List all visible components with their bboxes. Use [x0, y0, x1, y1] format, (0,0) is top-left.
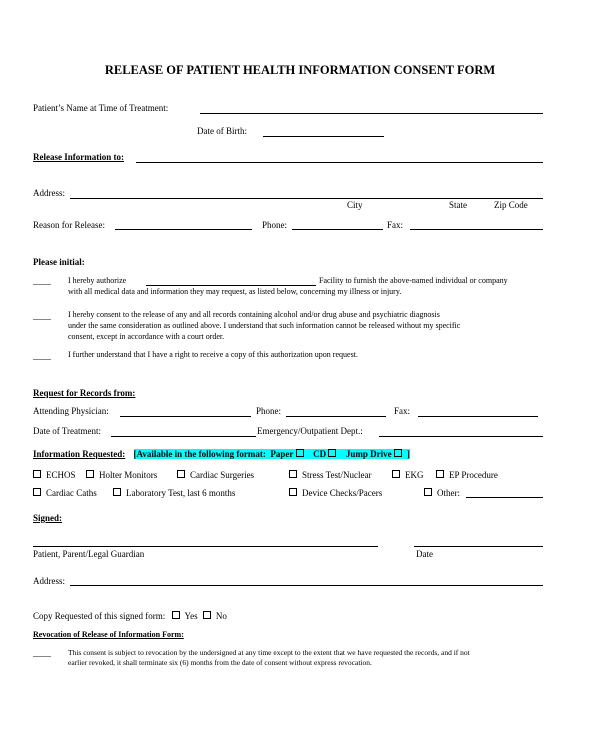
initial-heading: Please initial:: [33, 257, 85, 267]
treatment-date-label: Date of Treatment:: [33, 426, 101, 436]
facility-field[interactable]: [146, 285, 316, 286]
revocation-blank[interactable]: ____: [33, 648, 51, 658]
release-fax-field[interactable]: [410, 229, 543, 230]
info-row: [33, 449, 410, 459]
request-fax-label: Fax:: [394, 406, 411, 416]
checkbox-box[interactable]: [33, 488, 41, 496]
request-phone-field[interactable]: [286, 416, 386, 417]
checkbox-box[interactable]: [436, 470, 444, 478]
initial-blank-3[interactable]: ____: [33, 351, 51, 361]
signature-field[interactable]: [33, 546, 378, 547]
signed-address-field[interactable]: [70, 585, 543, 586]
checkbox-label: ECHOS: [46, 470, 76, 480]
checkbox-label: Stress Test/Nuclear: [302, 470, 372, 480]
copy-yes-label: Yes: [184, 611, 198, 621]
revocation-heading: Revocation of Release of Information Form:: [33, 630, 184, 639]
checkbox-stress-test[interactable]: [289, 470, 371, 480]
checkbox-echos[interactable]: [33, 470, 76, 480]
checkbox-label: Other:: [437, 488, 460, 498]
authorize-text: I hereby authorize: [68, 276, 127, 285]
checkbox-lab-test[interactable]: [113, 488, 235, 498]
emergency-field[interactable]: [379, 436, 543, 437]
checkbox-box[interactable]: [86, 470, 94, 478]
fax-label: Fax:: [387, 220, 404, 230]
checkbox-label: Device Checks/Pacers: [302, 488, 383, 498]
copy-row: [33, 611, 227, 621]
state-label: State: [449, 200, 467, 210]
checkbox-label: Cardiac Surgeries: [190, 470, 255, 480]
address-label: Address:: [33, 188, 65, 198]
release-heading: Release Information to:: [33, 152, 124, 162]
format-cd-label[interactable]: CD: [313, 449, 327, 459]
authorize-text-b: Facility to furnish the above-named individual or company: [319, 276, 508, 285]
signed-address-label: Address:: [33, 576, 65, 586]
format-jump-checkbox[interactable]: [394, 449, 402, 457]
emergency-label: Emergency/Outpatient Dept.:: [257, 426, 363, 436]
format-cd-checkbox[interactable]: [328, 449, 336, 457]
treatment-date-field[interactable]: [111, 436, 256, 437]
phone-label: Phone:: [262, 220, 288, 230]
authorize-text-c: with all medical data and information they may request, as listed below, concerning my illness or injury.: [68, 287, 402, 296]
info-heading: Information Requested:: [33, 449, 126, 459]
format-close-bracket: ]: [406, 449, 410, 459]
consent-line-3: consent, except in accordance with a court order.: [68, 332, 225, 341]
signature-date-field[interactable]: [414, 546, 543, 547]
checkbox-label: EP Procedure: [449, 470, 498, 480]
signature-date-label: Date: [416, 549, 433, 559]
form-title: RELEASE OF PATIENT HEALTH INFORMATION CONSENT FORM: [104, 63, 496, 77]
format-paper-label[interactable]: Paper: [270, 449, 294, 459]
physician-label: Attending Physician:: [33, 406, 109, 416]
checkbox-ekg[interactable]: [392, 470, 424, 480]
checkbox-label: Laboratory Test, last 6 months: [126, 488, 236, 498]
checkbox-box[interactable]: [424, 488, 432, 496]
signed-heading: Signed:: [33, 513, 63, 523]
initial-blank-2[interactable]: ____: [33, 311, 51, 321]
release-address-field[interactable]: [70, 198, 543, 199]
zip-label: Zip Code: [494, 200, 528, 210]
checkbox-box[interactable]: [33, 470, 41, 478]
copy-no-checkbox[interactable]: [203, 611, 211, 619]
format-paper-checkbox[interactable]: [296, 449, 304, 457]
checkbox-cardiac-caths[interactable]: [33, 488, 97, 498]
consent-line-2: under the same consideration as outlined above. I understand that such information cannot be released without my specific: [68, 321, 461, 330]
reason-label: Reason for Release:: [33, 220, 105, 230]
format-highlight: [134, 449, 410, 459]
checkbox-box[interactable]: [392, 470, 400, 478]
request-heading: Request for Records from:: [33, 388, 136, 398]
format-label: [Available in the following format:: [133, 449, 266, 459]
other-field[interactable]: [466, 497, 543, 498]
checkbox-label: EKG: [405, 470, 424, 480]
copy-yes-checkbox[interactable]: [172, 611, 180, 619]
checkbox-other[interactable]: [424, 488, 460, 498]
release-to-field[interactable]: [136, 162, 543, 163]
checkbox-box[interactable]: [113, 488, 121, 496]
copy-no-label: No: [215, 611, 227, 621]
checkbox-ep-procedure[interactable]: [436, 470, 498, 480]
checkbox-box[interactable]: [289, 470, 297, 478]
request-phone-label: Phone:: [256, 406, 282, 416]
checkbox-label: Holter Monitors: [99, 470, 158, 480]
initial-blank-1[interactable]: ____: [33, 276, 51, 286]
format-jump-label[interactable]: Jump Drive: [345, 449, 392, 459]
request-fax-field[interactable]: [418, 416, 538, 417]
consent-line-1: I hereby consent to the release of any and all records containing alcohol and/or drug abuse and psychiatric diagnosis: [68, 310, 440, 319]
revocation-line-1: This consent is subject to revocation by the undersigned at any time except to the extent that we have requested the records, and if not: [68, 648, 470, 657]
checkbox-label: Cardiac Caths: [46, 488, 97, 498]
reason-field[interactable]: [115, 229, 252, 230]
checkbox-box[interactable]: [177, 470, 185, 478]
copy-label: Copy Requested of this signed form:: [33, 611, 166, 621]
checkbox-holter[interactable]: [86, 470, 157, 480]
patient-name-field[interactable]: [200, 113, 543, 114]
checkbox-device-checks[interactable]: [289, 488, 382, 498]
copy-right-text: I further understand that I have a right to receive a copy of this authorization upon request.: [68, 350, 358, 359]
revocation-line-2: earlier revoked, it shall terminate six (6) months from the date of consent without express revocation.: [68, 658, 372, 667]
dob-field[interactable]: [263, 136, 384, 137]
release-phone-field[interactable]: [292, 229, 383, 230]
checkbox-box[interactable]: [289, 488, 297, 496]
patient-name-label: Patient’s Name at Time of Treatment:: [33, 103, 169, 113]
checkbox-cardiac-surgeries[interactable]: [177, 470, 254, 480]
physician-field[interactable]: [120, 416, 251, 417]
guardian-label: Patient, Parent/Legal Guardian: [33, 549, 145, 559]
dob-label: Date of Birth:: [197, 126, 247, 136]
city-label: City: [347, 200, 363, 210]
